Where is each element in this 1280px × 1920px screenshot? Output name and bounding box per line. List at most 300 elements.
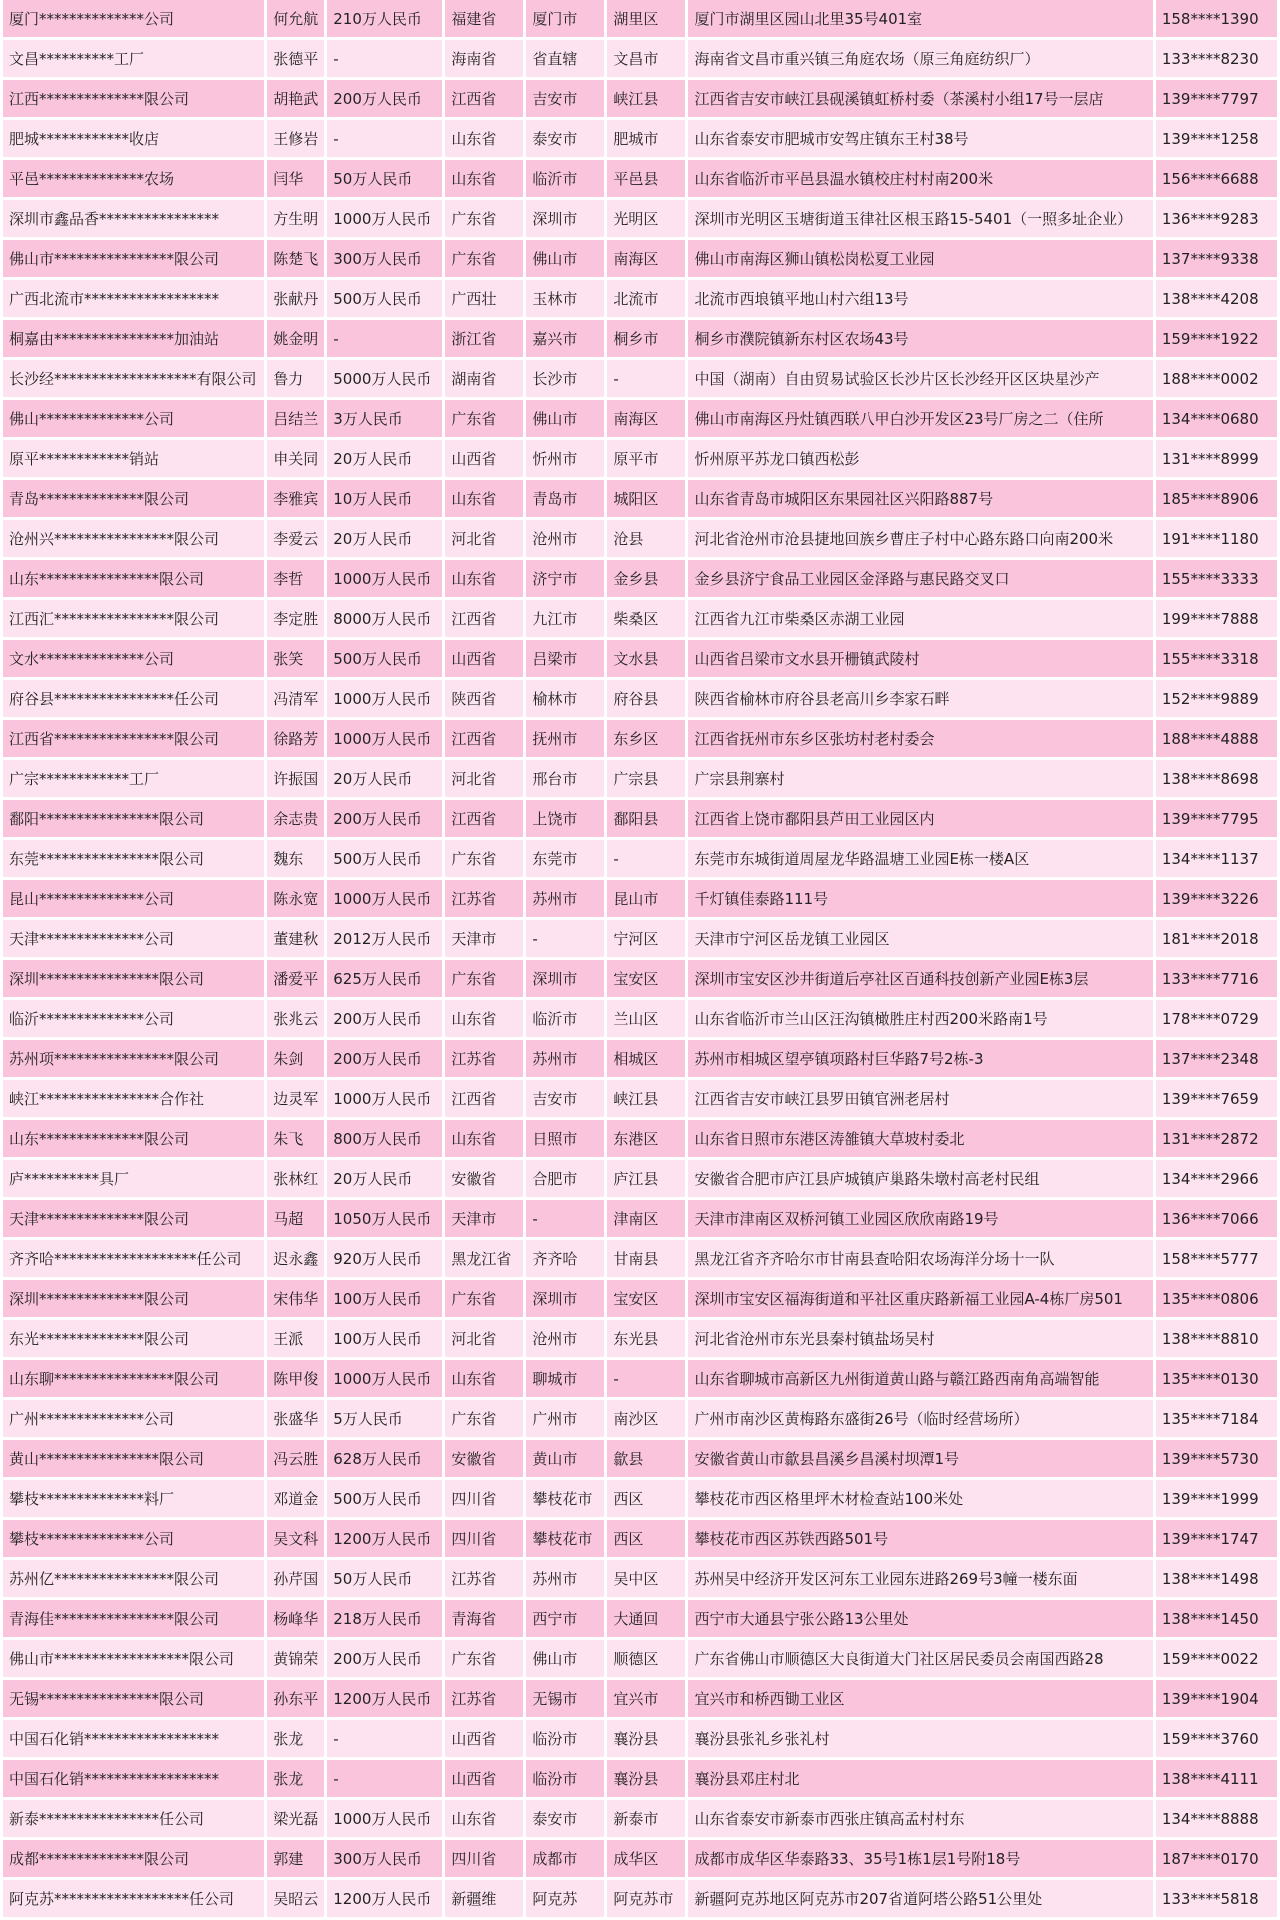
province-cell: 湖南省	[445, 360, 523, 397]
table-row	[3, 320, 1277, 357]
company-name-cell: 深圳**************限公司	[3, 1280, 264, 1317]
county-cell: 峡江县	[607, 1080, 685, 1117]
province-cell: 江西省	[445, 80, 523, 117]
legal-person-cell: 陈永宽	[267, 880, 324, 917]
table-row	[3, 960, 1277, 997]
phone-cell: 137****9338	[1156, 240, 1277, 277]
address-cell: 苏州市相城区望亭镇项路村巨华路7号2栋-3	[688, 1040, 1152, 1077]
city-cell: -	[526, 1200, 604, 1237]
registered-capital-cell: 3万人民币	[327, 400, 442, 437]
city-cell: 泰安市	[526, 120, 604, 157]
table-row	[3, 1800, 1277, 1837]
registered-capital-cell: 500万人民币	[327, 280, 442, 317]
table-row	[3, 800, 1277, 837]
table-row	[3, 1400, 1277, 1437]
address-cell: 佛山市南海区狮山镇松岗松夏工业园	[688, 240, 1152, 277]
province-cell: 江苏省	[445, 1680, 523, 1717]
city-cell: 苏州市	[526, 1560, 604, 1597]
registered-capital-cell: -	[327, 1720, 442, 1757]
province-cell: 河北省	[445, 1320, 523, 1357]
legal-person-cell: 方生明	[267, 200, 324, 237]
province-cell: 广西壮	[445, 280, 523, 317]
county-cell: 光明区	[607, 200, 685, 237]
table-row	[3, 920, 1277, 957]
registered-capital-cell: 200万人民币	[327, 1040, 442, 1077]
registered-capital-cell: 200万人民币	[327, 800, 442, 837]
registered-capital-cell: 625万人民币	[327, 960, 442, 997]
table-row	[3, 1320, 1277, 1357]
company-name-cell: 文水**************公司	[3, 640, 264, 677]
registered-capital-cell: 20万人民币	[327, 520, 442, 557]
address-cell: 江西省九江市柴桑区赤湖工业园	[688, 600, 1152, 637]
legal-person-cell: 张献丹	[267, 280, 324, 317]
registered-capital-cell: 2012万人民币	[327, 920, 442, 957]
province-cell: 河北省	[445, 520, 523, 557]
city-cell: 嘉兴市	[526, 320, 604, 357]
registered-capital-cell: -	[327, 1760, 442, 1797]
company-name-cell: 沧州兴****************限公司	[3, 520, 264, 557]
company-name-cell: 峡江****************合作社	[3, 1080, 264, 1117]
company-name-cell: 庐**********具厂	[3, 1160, 264, 1197]
address-cell: 陕西省榆林市府谷县老高川乡李家石畔	[688, 680, 1152, 717]
phone-cell: 159****0022	[1156, 1640, 1277, 1677]
table-row	[3, 160, 1277, 197]
county-cell: 鄱阳县	[607, 800, 685, 837]
company-name-cell: 阿克苏******************任公司	[3, 1880, 264, 1917]
province-cell: 江苏省	[445, 880, 523, 917]
legal-person-cell: 陈甲俊	[267, 1360, 324, 1397]
table-row	[3, 80, 1277, 117]
phone-cell: 159****1922	[1156, 320, 1277, 357]
province-cell: 广东省	[445, 1280, 523, 1317]
address-cell: 天津市津南区双桥河镇工业园区欣欣南路19号	[688, 1200, 1152, 1237]
province-cell: 山东省	[445, 1800, 523, 1837]
address-cell: 新疆阿克苏地区阿克苏市207省道阿塔公路51公里处	[688, 1880, 1152, 1917]
registered-capital-cell: 20万人民币	[327, 1160, 442, 1197]
city-cell: 厦门市	[526, 0, 604, 37]
company-name-cell: 青海佳****************限公司	[3, 1600, 264, 1637]
province-cell: 安徽省	[445, 1160, 523, 1197]
registered-capital-cell: 1000万人民币	[327, 1360, 442, 1397]
phone-cell: 137****2348	[1156, 1040, 1277, 1077]
province-cell: 天津市	[445, 1200, 523, 1237]
company-name-cell: 新泰****************任公司	[3, 1800, 264, 1837]
city-cell: 沧州市	[526, 1320, 604, 1357]
city-cell: 深圳市	[526, 960, 604, 997]
registered-capital-cell: 1000万人民币	[327, 680, 442, 717]
phone-cell: 138****8810	[1156, 1320, 1277, 1357]
city-cell: 玉林市	[526, 280, 604, 317]
county-cell: 桐乡市	[607, 320, 685, 357]
city-cell: 佛山市	[526, 240, 604, 277]
address-cell: 江西省抚州市东乡区张坊村老村委会	[688, 720, 1152, 757]
province-cell: 山东省	[445, 480, 523, 517]
province-cell: 四川省	[445, 1480, 523, 1517]
legal-person-cell: 姚金明	[267, 320, 324, 357]
phone-cell: 134****0680	[1156, 400, 1277, 437]
company-name-cell: 广西北流市******************	[3, 280, 264, 317]
county-cell: 文水县	[607, 640, 685, 677]
county-cell: 庐江县	[607, 1160, 685, 1197]
city-cell: 省直辖	[526, 40, 604, 77]
table-row	[3, 1360, 1277, 1397]
province-cell: 青海省	[445, 1600, 523, 1637]
table-row	[3, 1040, 1277, 1077]
address-cell: 河北省沧州市东光县秦村镇盐场吴村	[688, 1320, 1152, 1357]
province-cell: 广东省	[445, 1640, 523, 1677]
address-cell: 深圳市宝安区福海街道和平社区重庆路新福工业园A-4栋厂房501	[688, 1280, 1152, 1317]
company-table-body	[3, 0, 1277, 1917]
province-cell: 山西省	[445, 1760, 523, 1797]
county-cell: 襄汾县	[607, 1720, 685, 1757]
company-name-cell: 东莞****************限公司	[3, 840, 264, 877]
legal-person-cell: 李爱云	[267, 520, 324, 557]
table-row	[3, 1720, 1277, 1757]
company-name-cell: 江西**************限公司	[3, 80, 264, 117]
legal-person-cell: 许振国	[267, 760, 324, 797]
table-row	[3, 1680, 1277, 1717]
registered-capital-cell: 50万人民币	[327, 160, 442, 197]
county-cell: 北流市	[607, 280, 685, 317]
legal-person-cell: 冯云胜	[267, 1440, 324, 1477]
city-cell: 无锡市	[526, 1680, 604, 1717]
county-cell: 湖里区	[607, 0, 685, 37]
phone-cell: 133****5818	[1156, 1880, 1277, 1917]
province-cell: 新疆维	[445, 1880, 523, 1917]
company-name-cell: 佛山市******************限公司	[3, 1640, 264, 1677]
registered-capital-cell: -	[327, 40, 442, 77]
company-name-cell: 江西省****************限公司	[3, 720, 264, 757]
legal-person-cell: 闫华	[267, 160, 324, 197]
county-cell: 宁河区	[607, 920, 685, 957]
legal-person-cell: 吕结兰	[267, 400, 324, 437]
legal-person-cell: 陈楚飞	[267, 240, 324, 277]
city-cell: 黄山市	[526, 1440, 604, 1477]
province-cell: 山东省	[445, 560, 523, 597]
address-cell: 天津市宁河区岳龙镇工业园区	[688, 920, 1152, 957]
county-cell: 昆山市	[607, 880, 685, 917]
legal-person-cell: 王修岩	[267, 120, 324, 157]
table-row	[3, 840, 1277, 877]
city-cell: 吕梁市	[526, 640, 604, 677]
company-name-cell: 长沙经*******************有限公司	[3, 360, 264, 397]
city-cell: 东莞市	[526, 840, 604, 877]
company-name-cell: 肥城************收店	[3, 120, 264, 157]
county-cell: 甘南县	[607, 1240, 685, 1277]
city-cell: 苏州市	[526, 880, 604, 917]
county-cell: 新泰市	[607, 1800, 685, 1837]
county-cell: 沧县	[607, 520, 685, 557]
table-row	[3, 1160, 1277, 1197]
province-cell: 山东省	[445, 160, 523, 197]
province-cell: 四川省	[445, 1520, 523, 1557]
province-cell: 浙江省	[445, 320, 523, 357]
city-cell: 榆林市	[526, 680, 604, 717]
legal-person-cell: 张林红	[267, 1160, 324, 1197]
legal-person-cell: 李哲	[267, 560, 324, 597]
legal-person-cell: 吴文科	[267, 1520, 324, 1557]
registered-capital-cell: 50万人民币	[327, 1560, 442, 1597]
table-row	[3, 200, 1277, 237]
county-cell: 成华区	[607, 1840, 685, 1877]
province-cell: 陕西省	[445, 680, 523, 717]
phone-cell: 139****1258	[1156, 120, 1277, 157]
county-cell: 东乡区	[607, 720, 685, 757]
phone-cell: 185****8906	[1156, 480, 1277, 517]
address-cell: 北流市西埌镇平地山村六组13号	[688, 280, 1152, 317]
company-name-cell: 平邑**************农场	[3, 160, 264, 197]
phone-cell: 139****1904	[1156, 1680, 1277, 1717]
city-cell: 抚州市	[526, 720, 604, 757]
registered-capital-cell: -	[327, 320, 442, 357]
phone-cell: 158****5777	[1156, 1240, 1277, 1277]
table-row	[3, 760, 1277, 797]
county-cell: 城阳区	[607, 480, 685, 517]
table-row	[3, 1760, 1277, 1797]
registered-capital-cell: 920万人民币	[327, 1240, 442, 1277]
table-row	[3, 600, 1277, 637]
county-cell: 歙县	[607, 1440, 685, 1477]
legal-person-cell: 张笑	[267, 640, 324, 677]
legal-person-cell: 徐路芳	[267, 720, 324, 757]
province-cell: 山西省	[445, 640, 523, 677]
province-cell: 山东省	[445, 1000, 523, 1037]
county-cell: 东港区	[607, 1120, 685, 1157]
company-name-cell: 府谷县****************任公司	[3, 680, 264, 717]
county-cell: 顺德区	[607, 1640, 685, 1677]
province-cell: 安徽省	[445, 1440, 523, 1477]
province-cell: 江西省	[445, 800, 523, 837]
address-cell: 山东省聊城市高新区九州街道黄山路与赣江路西南角高端智能	[688, 1360, 1152, 1397]
county-cell: 西区	[607, 1520, 685, 1557]
city-cell: 上饶市	[526, 800, 604, 837]
company-name-cell: 天津**************限公司	[3, 1200, 264, 1237]
legal-person-cell: 张兆云	[267, 1000, 324, 1037]
table-row	[3, 0, 1277, 37]
phone-cell: 139****7795	[1156, 800, 1277, 837]
table-row	[3, 560, 1277, 597]
legal-person-cell: 宋伟华	[267, 1280, 324, 1317]
table-row	[3, 1520, 1277, 1557]
address-cell: 黑龙江省齐齐哈尔市甘南县查哈阳农场海洋分场十一队	[688, 1240, 1152, 1277]
province-cell: 广东省	[445, 1400, 523, 1437]
phone-cell: 139****7797	[1156, 80, 1277, 117]
company-name-cell: 鄱阳****************限公司	[3, 800, 264, 837]
company-name-cell: 攀枝**************公司	[3, 1520, 264, 1557]
registered-capital-cell: 300万人民币	[327, 1840, 442, 1877]
phone-cell: 138****1498	[1156, 1560, 1277, 1597]
company-name-cell: 齐齐哈*******************任公司	[3, 1240, 264, 1277]
table-row	[3, 1280, 1277, 1317]
address-cell: 襄汾县张礼乡张礼村	[688, 1720, 1152, 1757]
registered-capital-cell: 5000万人民币	[327, 360, 442, 397]
city-cell: 齐齐哈	[526, 1240, 604, 1277]
address-cell: 深圳市宝安区沙井街道后亭社区百通科技创新产业园E栋3层	[688, 960, 1152, 997]
registered-capital-cell: 300万人民币	[327, 240, 442, 277]
address-cell: 苏州吴中经济开发区河东工业园东进路269号3幢一楼东面	[688, 1560, 1152, 1597]
address-cell: 广宗县荆寨村	[688, 760, 1152, 797]
city-cell: 阿克苏	[526, 1880, 604, 1917]
registered-capital-cell: 200万人民币	[327, 1640, 442, 1677]
city-cell: 临沂市	[526, 160, 604, 197]
phone-cell: 159****3760	[1156, 1720, 1277, 1757]
company-name-cell: 中国石化销******************	[3, 1760, 264, 1797]
legal-person-cell: 郭建	[267, 1840, 324, 1877]
city-cell: 攀枝花市	[526, 1480, 604, 1517]
county-cell: 吴中区	[607, 1560, 685, 1597]
table-row	[3, 1120, 1277, 1157]
company-name-cell: 临沂**************公司	[3, 1000, 264, 1037]
registered-capital-cell: 628万人民币	[327, 1440, 442, 1477]
province-cell: 山东省	[445, 120, 523, 157]
legal-person-cell: 黄锦荣	[267, 1640, 324, 1677]
province-cell: 黑龙江省	[445, 1240, 523, 1277]
registered-capital-cell: 20万人民币	[327, 760, 442, 797]
province-cell: 山西省	[445, 440, 523, 477]
address-cell: 山东省青岛市城阳区东果园社区兴阳路887号	[688, 480, 1152, 517]
legal-person-cell: 迟永鑫	[267, 1240, 324, 1277]
city-cell: 济宁市	[526, 560, 604, 597]
phone-cell: 134****2966	[1156, 1160, 1277, 1197]
company-name-cell: 佛山市****************限公司	[3, 240, 264, 277]
phone-cell: 139****5730	[1156, 1440, 1277, 1477]
phone-cell: 178****0729	[1156, 1000, 1277, 1037]
county-cell: 津南区	[607, 1200, 685, 1237]
province-cell: 福建省	[445, 0, 523, 37]
legal-person-cell: 申关同	[267, 440, 324, 477]
province-cell: 海南省	[445, 40, 523, 77]
registered-capital-cell: 200万人民币	[327, 1000, 442, 1037]
city-cell: 广州市	[526, 1400, 604, 1437]
registered-capital-cell: 8000万人民币	[327, 600, 442, 637]
company-name-cell: 苏州项****************限公司	[3, 1040, 264, 1077]
city-cell: 沧州市	[526, 520, 604, 557]
registered-capital-cell: 1200万人民币	[327, 1880, 442, 1917]
city-cell: 苏州市	[526, 1040, 604, 1077]
city-cell: 临沂市	[526, 1000, 604, 1037]
county-cell: -	[607, 840, 685, 877]
table-row	[3, 40, 1277, 77]
legal-person-cell: 马超	[267, 1200, 324, 1237]
county-cell: 阿克苏市	[607, 1880, 685, 1917]
phone-cell: 139****7659	[1156, 1080, 1277, 1117]
registered-capital-cell: 100万人民币	[327, 1320, 442, 1357]
city-cell: 吉安市	[526, 80, 604, 117]
legal-person-cell: 魏东	[267, 840, 324, 877]
legal-person-cell: 何允航	[267, 0, 324, 37]
phone-cell: 139****1999	[1156, 1480, 1277, 1517]
table-row	[3, 680, 1277, 717]
county-cell: 兰山区	[607, 1000, 685, 1037]
phone-cell: 134****1137	[1156, 840, 1277, 877]
table-row	[3, 360, 1277, 397]
province-cell: 广东省	[445, 240, 523, 277]
phone-cell: 188****4888	[1156, 720, 1277, 757]
legal-person-cell: 孙东平	[267, 1680, 324, 1717]
address-cell: 宜兴市和桥西锄工业区	[688, 1680, 1152, 1717]
company-name-cell: 广宗************工厂	[3, 760, 264, 797]
province-cell: 山东省	[445, 1120, 523, 1157]
county-cell: -	[607, 360, 685, 397]
legal-person-cell: 李定胜	[267, 600, 324, 637]
phone-cell: 136****7066	[1156, 1200, 1277, 1237]
city-cell: 成都市	[526, 1840, 604, 1877]
phone-cell: 139****1747	[1156, 1520, 1277, 1557]
phone-cell: 139****3226	[1156, 880, 1277, 917]
address-cell: 东莞市东城街道周屋龙华路温塘工业园E栋一楼A区	[688, 840, 1152, 877]
province-cell: 广东省	[445, 960, 523, 997]
address-cell: 江西省吉安市峡江县砚溪镇虹桥村委（茶溪村小组17号一层店	[688, 80, 1152, 117]
registered-capital-cell: 1200万人民币	[327, 1520, 442, 1557]
address-cell: 佛山市南海区丹灶镇西联八甲白沙开发区23号厂房之二（住所	[688, 400, 1152, 437]
company-name-cell: 文昌**********工厂	[3, 40, 264, 77]
legal-person-cell: 梁光磊	[267, 1800, 324, 1837]
address-cell: 广州市南沙区黄梅路东盛街26号（临时经营场所）	[688, 1400, 1152, 1437]
phone-cell: 131****8999	[1156, 440, 1277, 477]
registered-capital-cell: 1000万人民币	[327, 560, 442, 597]
registered-capital-cell: 5万人民币	[327, 1400, 442, 1437]
table-row	[3, 1000, 1277, 1037]
legal-person-cell: 余志贵	[267, 800, 324, 837]
city-cell: 九江市	[526, 600, 604, 637]
table-row	[3, 1440, 1277, 1477]
table-row	[3, 1560, 1277, 1597]
county-cell: 襄汾县	[607, 1760, 685, 1797]
address-cell: 桐乡市濮院镇新东村区农场43号	[688, 320, 1152, 357]
city-cell: 佛山市	[526, 1640, 604, 1677]
address-cell: 千灯镇佳泰路111号	[688, 880, 1152, 917]
province-cell: 江西省	[445, 1080, 523, 1117]
address-cell: 安徽省合肥市庐江县庐城镇庐巢路朱墩村高老村民组	[688, 1160, 1152, 1197]
county-cell: 原平市	[607, 440, 685, 477]
table-row	[3, 240, 1277, 277]
city-cell: 长沙市	[526, 360, 604, 397]
registered-capital-cell: 100万人民币	[327, 1280, 442, 1317]
phone-cell: 133****8230	[1156, 40, 1277, 77]
province-cell: 山东省	[445, 1360, 523, 1397]
table-row	[3, 1480, 1277, 1517]
table-row	[3, 640, 1277, 677]
address-cell: 山东省临沂市平邑县温水镇校庄村村南200米	[688, 160, 1152, 197]
company-name-cell: 原平************销站	[3, 440, 264, 477]
phone-cell: 152****9889	[1156, 680, 1277, 717]
address-cell: 江西省吉安市峡江县罗田镇官洲老居村	[688, 1080, 1152, 1117]
company-name-cell: 厦门**************公司	[3, 0, 264, 37]
address-cell: 攀枝花市西区苏铁西路501号	[688, 1520, 1152, 1557]
county-cell: 宝安区	[607, 960, 685, 997]
phone-cell: 135****7184	[1156, 1400, 1277, 1437]
legal-person-cell: 邓道金	[267, 1480, 324, 1517]
address-cell: 攀枝花市西区格里坪木材检查站100米处	[688, 1480, 1152, 1517]
address-cell: 山西省吕梁市文水县开栅镇武陵村	[688, 640, 1152, 677]
table-row	[3, 120, 1277, 157]
registered-capital-cell: 10万人民币	[327, 480, 442, 517]
phone-cell: 188****0002	[1156, 360, 1277, 397]
phone-cell: 138****8698	[1156, 760, 1277, 797]
county-cell: 肥城市	[607, 120, 685, 157]
table-row	[3, 1840, 1277, 1877]
legal-person-cell: 潘爱平	[267, 960, 324, 997]
address-cell: 安徽省黄山市歙县昌溪乡昌溪村坝潭1号	[688, 1440, 1152, 1477]
city-cell: 佛山市	[526, 400, 604, 437]
table-row	[3, 1640, 1277, 1677]
legal-person-cell: 张盛华	[267, 1400, 324, 1437]
company-name-cell: 东光**************限公司	[3, 1320, 264, 1357]
company-name-cell: 天津**************公司	[3, 920, 264, 957]
city-cell: 西宁市	[526, 1600, 604, 1637]
province-cell: 天津市	[445, 920, 523, 957]
address-cell: 成都市成华区华泰路33、35号1栋1层1号附18号	[688, 1840, 1152, 1877]
